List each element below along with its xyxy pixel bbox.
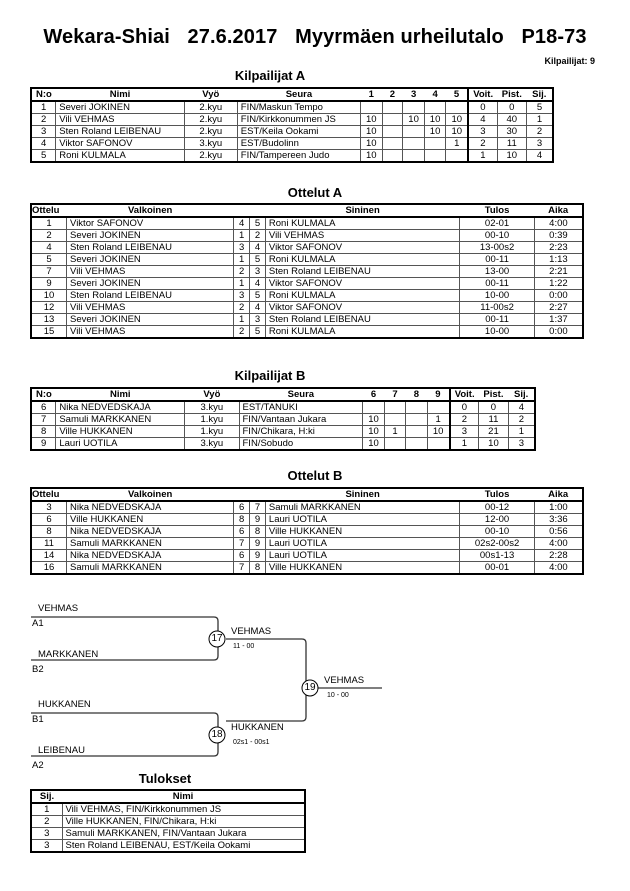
semi1-top-name: VEHMAS <box>38 603 79 614</box>
match-score-cell: 10 <box>424 114 446 126</box>
match-result: 00-12 <box>460 501 535 514</box>
result-name: Sten Roland LEIBENAU, EST/Keila Ookami <box>62 840 305 853</box>
column-header: 3 <box>403 88 425 101</box>
points-total: 30 <box>497 126 527 138</box>
competitor-number: 6 <box>31 401 56 414</box>
final-match-number: 19 <box>304 682 316 693</box>
blue-competitor: Ville HUKKANEN <box>265 526 459 538</box>
blue-competitor: Roni KULMALA <box>265 254 459 266</box>
points-total: 10 <box>479 438 509 451</box>
white-competitor-number: 4 <box>234 217 250 230</box>
final-score: 10 - 00 <box>327 692 349 699</box>
blue-competitor: Lauri UOTILA <box>265 550 459 562</box>
table-row <box>31 803 305 816</box>
blue-competitor: Sten Roland LEIBENAU <box>265 266 459 278</box>
result-place: 3 <box>31 840 62 853</box>
column-header: Sij. <box>31 790 62 803</box>
final-place: 2 <box>527 126 553 138</box>
match-time: 0:00 <box>534 290 583 302</box>
column-header: Aika <box>534 204 583 217</box>
wins-count: 1 <box>468 150 497 163</box>
table-row <box>31 828 305 840</box>
semi2-top-seed: B1 <box>32 714 44 725</box>
white-competitor-number: 6 <box>234 501 250 514</box>
match-number: 13 <box>31 314 67 326</box>
white-competitor: Nika NEDVEDSKAJA <box>67 501 234 514</box>
competitor-club: EST/Keila Ookami <box>237 126 360 138</box>
column-header: Ottelu <box>31 204 67 217</box>
white-competitor: Vili VEHMAS <box>67 326 234 339</box>
final-place: 3 <box>508 438 535 451</box>
competitor-name: Nika NEDVEDSKAJA <box>56 401 185 414</box>
column-header: 4 <box>424 88 446 101</box>
white-competitor: Sten Roland LEIBENAU <box>67 290 234 302</box>
match-score-cell: 10 <box>446 126 468 138</box>
column-header: Sininen <box>265 204 459 217</box>
competitor-belt: 2.kyu <box>184 114 237 126</box>
match-score-cell: 10 <box>403 114 425 126</box>
match-time: 4:00 <box>534 217 583 230</box>
wins-count: 3 <box>450 426 479 438</box>
match-time: 0:00 <box>534 326 583 339</box>
column-header: Seura <box>237 88 360 101</box>
white-competitor: Samuli MARKKANEN <box>67 538 234 550</box>
final-place: 5 <box>527 101 553 114</box>
column-header: Tulos <box>460 204 535 217</box>
blue-competitor: Vili VEHMAS <box>265 230 459 242</box>
white-competitor: Ville HUKKANEN <box>67 514 234 526</box>
blue-competitor-number: 9 <box>250 538 266 550</box>
semi2-bottom-name: LEIBENAU <box>38 745 85 756</box>
column-header: Nimi <box>56 388 185 401</box>
match-result: 00-11 <box>460 278 535 290</box>
blue-competitor-number: 5 <box>250 290 266 302</box>
match-result: 00-11 <box>460 254 535 266</box>
competitor-name: Severi JOKINEN <box>56 101 185 114</box>
semi2-match-number: 18 <box>211 729 223 740</box>
blue-competitor-number: 3 <box>250 314 266 326</box>
result-place: 1 <box>31 803 62 816</box>
white-competitor-number: 2 <box>234 326 250 339</box>
blue-competitor: Lauri UOTILA <box>265 538 459 550</box>
blue-competitor-number: 5 <box>250 217 266 230</box>
final-place: 4 <box>527 150 553 163</box>
competitor-club: FIN/Kirkkonummen JS <box>237 114 360 126</box>
white-competitor-number: 2 <box>234 302 250 314</box>
white-competitor-number: 7 <box>234 538 250 550</box>
wins-count: 3 <box>468 126 497 138</box>
competitor-belt: 2.kyu <box>184 150 237 163</box>
competitor-number: 4 <box>31 138 56 150</box>
column-header: Nimi <box>62 790 305 803</box>
white-competitor: Severi JOKINEN <box>67 278 234 290</box>
match-score-cell: 1 <box>427 414 450 426</box>
event-date: 27.6.2017 <box>187 26 278 48</box>
competitor-name: Vili VEHMAS <box>56 114 185 126</box>
column-header: 8 <box>406 388 427 401</box>
white-competitor: Severi JOKINEN <box>67 254 234 266</box>
column-header: 7 <box>384 388 405 401</box>
white-competitor: Nika NEDVEDSKAJA <box>67 526 234 538</box>
column-header: Sininen <box>265 488 459 501</box>
match-score-cell: 1 <box>446 138 468 150</box>
wins-count: 2 <box>468 138 497 150</box>
competitor-club: FIN/Chikara, H:ki <box>239 426 363 438</box>
blue-competitor: Viktor SAFONOV <box>265 302 459 314</box>
points-total: 10 <box>497 150 527 163</box>
match-number: 3 <box>31 501 67 514</box>
match-number: 9 <box>31 278 67 290</box>
match-score-cell: 10 <box>363 414 385 426</box>
match-time: 1:37 <box>534 314 583 326</box>
column-header: Tulos <box>460 488 535 501</box>
column-header: Seura <box>239 388 363 401</box>
table-row <box>31 840 305 853</box>
match-score-cell: 10 <box>363 426 385 438</box>
final-place: 3 <box>527 138 553 150</box>
white-competitor: Samuli MARKKANEN <box>67 562 234 575</box>
match-result: 13-00s2 <box>460 242 535 254</box>
result-name: Vili VEHMAS, FIN/Kirkkonummen JS <box>62 803 305 816</box>
column-header: N:o <box>31 88 56 101</box>
white-competitor-number: 1 <box>234 314 250 326</box>
match-time: 0:39 <box>534 230 583 242</box>
blue-competitor: Samuli MARKKANEN <box>265 501 459 514</box>
wins-count: 4 <box>468 114 497 126</box>
white-competitor-number: 1 <box>234 230 250 242</box>
match-result: 12-00 <box>460 514 535 526</box>
match-score-cell: 10 <box>427 426 450 438</box>
points-total: 0 <box>479 401 509 414</box>
competitor-club: EST/TANUKI <box>239 401 363 414</box>
result-place: 3 <box>31 828 62 840</box>
match-time: 2:27 <box>534 302 583 314</box>
result-name: Samuli MARKKANEN, FIN/Vantaan Jukara <box>62 828 305 840</box>
competitors-count: Kilpailijat: 9 <box>544 56 595 66</box>
final-winner: VEHMAS <box>324 675 365 686</box>
column-header: 6 <box>363 388 385 401</box>
column-header: Voit. <box>468 88 497 101</box>
match-number: 6 <box>31 514 67 526</box>
competitor-club: FIN/Tampereen Judo <box>237 150 360 163</box>
match-number: 7 <box>31 266 67 278</box>
match-score-cell: 10 <box>361 114 383 126</box>
column-header: Vyö <box>184 88 237 101</box>
competitor-name: Samuli MARKKANEN <box>56 414 185 426</box>
blue-competitor-number: 5 <box>250 326 266 339</box>
match-number: 1 <box>31 217 67 230</box>
blue-competitor-number: 8 <box>250 526 266 538</box>
match-time: 4:00 <box>534 562 583 575</box>
column-header: Pist. <box>497 88 527 101</box>
semi2-bottom-seed: A2 <box>32 760 44 771</box>
column-header: Nimi <box>56 88 185 101</box>
white-competitor: Viktor SAFONOV <box>67 217 234 230</box>
competitor-belt: 3.kyu <box>185 438 239 451</box>
semi1-bottom-name: MARKKANEN <box>38 649 99 660</box>
competitor-number: 7 <box>31 414 56 426</box>
wins-count: 1 <box>450 438 479 451</box>
match-number: 16 <box>31 562 67 575</box>
match-score-cell: 10 <box>361 138 383 150</box>
column-header: Aika <box>534 488 583 501</box>
white-competitor: Vili VEHMAS <box>67 266 234 278</box>
match-score-cell: 1 <box>384 426 405 438</box>
blue-competitor-number: 3 <box>250 266 266 278</box>
competitor-number: 5 <box>31 150 56 163</box>
white-competitor-number: 2 <box>234 266 250 278</box>
competitor-club: FIN/Sobudo <box>239 438 363 451</box>
semi2-winner: HUKKANEN <box>231 722 284 733</box>
wins-count: 0 <box>468 101 497 114</box>
white-competitor-number: 7 <box>234 562 250 575</box>
pool-a-title: Kilpailijat A <box>234 68 306 83</box>
points-total: 11 <box>479 414 509 426</box>
competitor-name: Ville HUKKANEN <box>56 426 185 438</box>
match-number: 11 <box>31 538 67 550</box>
white-competitor: Nika NEDVEDSKAJA <box>67 550 234 562</box>
event-name: Wekara-Shiai <box>43 26 170 48</box>
white-competitor-number: 1 <box>234 278 250 290</box>
match-score-cell: 10 <box>446 114 468 126</box>
column-header: Sij. <box>508 388 535 401</box>
blue-competitor: Roni KULMALA <box>265 290 459 302</box>
match-number: 14 <box>31 550 67 562</box>
competitor-belt: 1.kyu <box>185 414 239 426</box>
column-header: 2 <box>382 88 403 101</box>
match-time: 3:36 <box>534 514 583 526</box>
column-header: Valkoinen <box>67 488 234 501</box>
blue-competitor-number: 4 <box>250 242 266 254</box>
semi1-top-seed: A1 <box>32 618 44 629</box>
blue-competitor: Sten Roland LEIBENAU <box>265 314 459 326</box>
match-result: 11-00s2 <box>460 302 535 314</box>
white-competitor: Severi JOKINEN <box>67 230 234 242</box>
competitor-number: 8 <box>31 426 56 438</box>
matches-b-title: Ottelut B <box>287 468 343 483</box>
competitor-belt: 2.kyu <box>184 101 237 114</box>
column-header: 5 <box>446 88 468 101</box>
match-number: 10 <box>31 290 67 302</box>
final-place: 1 <box>508 426 535 438</box>
column-header: Pist. <box>479 388 509 401</box>
wins-count: 0 <box>450 401 479 414</box>
white-competitor-number: 3 <box>234 242 250 254</box>
blue-competitor-number: 9 <box>250 550 266 562</box>
competitor-belt: 3.kyu <box>184 138 237 150</box>
blue-competitor-number: 9 <box>250 514 266 526</box>
points-total: 40 <box>497 114 527 126</box>
results-title: Tulokset <box>138 771 192 786</box>
competitor-number: 9 <box>31 438 56 451</box>
white-competitor: Severi JOKINEN <box>67 314 234 326</box>
event-category: P18-73 <box>521 26 587 48</box>
blue-competitor: Roni KULMALA <box>265 326 459 339</box>
column-header: Sij. <box>527 88 553 101</box>
competitor-number: 3 <box>31 126 56 138</box>
points-total: 21 <box>479 426 509 438</box>
competitor-number: 2 <box>31 114 56 126</box>
final-place: 4 <box>508 401 535 414</box>
match-time: 2:23 <box>534 242 583 254</box>
final-place: 2 <box>508 414 535 426</box>
results-table <box>30 789 306 853</box>
competitor-name: Roni KULMALA <box>56 150 185 163</box>
match-result: 00-01 <box>460 562 535 575</box>
semi1-bottom-seed: B2 <box>32 664 44 675</box>
blue-competitor: Roni KULMALA <box>265 217 459 230</box>
blue-competitor-number: 4 <box>250 278 266 290</box>
blue-competitor-number: 5 <box>250 254 266 266</box>
match-time: 1:13 <box>534 254 583 266</box>
match-result: 00-11 <box>460 314 535 326</box>
competitor-belt: 2.kyu <box>184 126 237 138</box>
match-number: 8 <box>31 526 67 538</box>
column-header: Ottelu <box>31 488 67 501</box>
match-score-cell: 10 <box>424 126 446 138</box>
match-result: 10-00 <box>460 290 535 302</box>
match-number: 5 <box>31 254 67 266</box>
semi1-match-number: 17 <box>211 633 223 644</box>
blue-competitor: Ville HUKKANEN <box>265 562 459 575</box>
match-result: 00-10 <box>460 526 535 538</box>
result-name: Ville HUKKANEN, FIN/Chikara, H:ki <box>62 816 305 828</box>
match-time: 1:22 <box>534 278 583 290</box>
matches-a-title: Ottelut A <box>287 185 343 200</box>
column-header: N:o <box>31 388 56 401</box>
white-competitor-number: 8 <box>234 514 250 526</box>
match-score-cell: 10 <box>361 126 383 138</box>
match-time: 0:56 <box>534 526 583 538</box>
points-total: 0 <box>497 101 527 114</box>
pool-b-title: Kilpailijat B <box>234 368 306 383</box>
competitor-name: Lauri UOTILA <box>56 438 185 451</box>
blue-competitor-number: 8 <box>250 562 266 575</box>
match-time: 2:21 <box>534 266 583 278</box>
blue-competitor-number: 4 <box>250 302 266 314</box>
semi2-score: 02s1 - 00s1 <box>233 739 270 746</box>
semi2-top-name: HUKKANEN <box>38 699 91 710</box>
competitor-club: EST/Budolinn <box>237 138 360 150</box>
semi1-winner: VEHMAS <box>231 626 272 637</box>
match-score-cell: 10 <box>363 438 385 451</box>
white-competitor-number: 6 <box>234 526 250 538</box>
table-row <box>31 816 305 828</box>
match-result: 00-10 <box>460 230 535 242</box>
competitor-belt: 1.kyu <box>185 426 239 438</box>
match-score-cell: 10 <box>361 150 383 163</box>
column-header: Valkoinen <box>67 204 234 217</box>
white-competitor-number: 6 <box>234 550 250 562</box>
column-header: Voit. <box>450 388 479 401</box>
match-result: 13-00 <box>460 266 535 278</box>
blue-competitor-number: 2 <box>250 230 266 242</box>
match-result: 02s2-00s2 <box>460 538 535 550</box>
column-header: 1 <box>361 88 383 101</box>
match-result: 10-00 <box>460 326 535 339</box>
event-venue: Myyrmäen urheilutalo <box>295 26 504 48</box>
final-place: 1 <box>527 114 553 126</box>
white-competitor-number: 1 <box>234 254 250 266</box>
match-time: 4:00 <box>534 538 583 550</box>
match-time: 2:28 <box>534 550 583 562</box>
semi1-score: 11 - 00 <box>233 643 255 650</box>
white-competitor-number: 3 <box>234 290 250 302</box>
match-number: 4 <box>31 242 67 254</box>
blue-competitor: Lauri UOTILA <box>265 514 459 526</box>
match-number: 12 <box>31 302 67 314</box>
competitor-club: FIN/Maskun Tempo <box>237 101 360 114</box>
points-total: 11 <box>497 138 527 150</box>
result-place: 2 <box>31 816 62 828</box>
column-header: Vyö <box>185 388 239 401</box>
competitor-number: 1 <box>31 101 56 114</box>
competitor-club: FIN/Vantaan Jukara <box>239 414 363 426</box>
competitor-name: Sten Roland LEIBENAU <box>56 126 185 138</box>
match-result: 02-01 <box>460 217 535 230</box>
white-competitor: Vili VEHMAS <box>67 302 234 314</box>
blue-competitor-number: 7 <box>250 501 266 514</box>
competitor-belt: 3.kyu <box>185 401 239 414</box>
match-number: 15 <box>31 326 67 339</box>
match-number: 2 <box>31 230 67 242</box>
blue-competitor: Viktor SAFONOV <box>265 278 459 290</box>
column-header: 9 <box>427 388 450 401</box>
blue-competitor: Viktor SAFONOV <box>265 242 459 254</box>
wins-count: 2 <box>450 414 479 426</box>
match-result: 00s1-13 <box>460 550 535 562</box>
competitor-name: Viktor SAFONOV <box>56 138 185 150</box>
match-time: 1:00 <box>534 501 583 514</box>
white-competitor: Sten Roland LEIBENAU <box>67 242 234 254</box>
